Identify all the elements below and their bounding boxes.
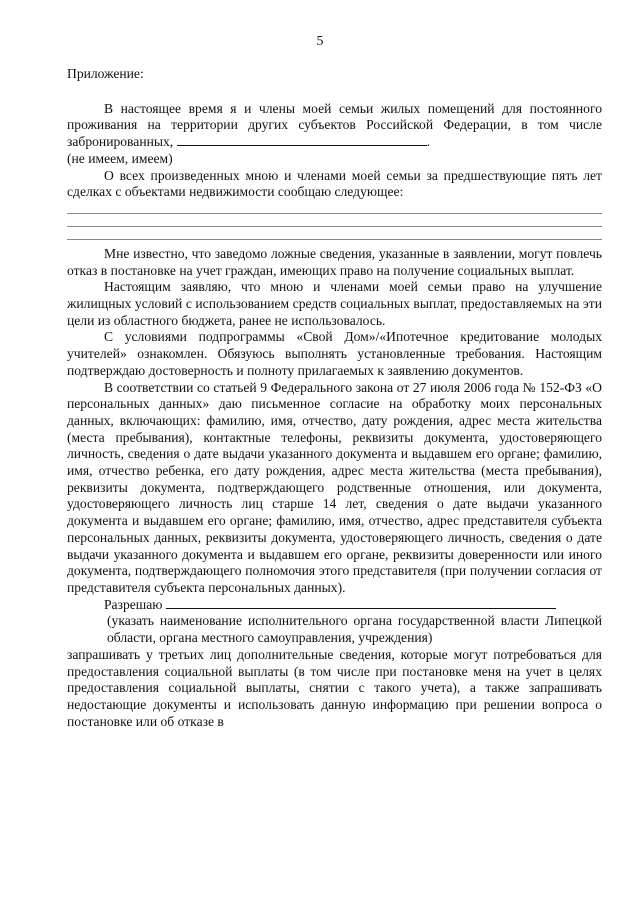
blank-line[interactable] [67, 214, 602, 227]
appendix-label: Приложение: [67, 66, 144, 81]
declaration-paragraph: Настоящим заявляю, что мною и членами моей семьи право на улучшение жилищных условий с использованием средств социальных выплат, предоставляемых на эти цели из областного бюджета, ранее не использовалось. [67, 279, 602, 328]
consent-paragraph: В соответствии со статьей 9 Федерального закона от 27 июля 2006 года № 152-ФЗ «О персональных данных» даю письменное согласие на обработку моих персональных данных, включающих: фамилию, имя, отчество, дату рождения, адрес места жительства (места пребывания), контактные телефоны, реквизиты документа, удостоверяющего личность, сведения о дате выдачи указанного документа и выдавшем его органе; фамилию, имя, отчество ребенка, его дату рождения, адрес места жительства (места пребывания), реквизиты документа, подтверждающего родственные отношения, или документа, удостоверяющего личность лиц старше 14 лет, сведения о дате выдачи указанного документа и выдавшем его органе; фамилию, имя, отчество, адрес представителя субъекта персональных данных, реквизиты документа, удостоверяющего личность, сведения о дате выдачи указанного документа и выдавшем его органе, реквизиты доверенности или иного документа, подтверждающего полномочия этого представителя (при получении согласия от представителя субъекта персональных данных). [67, 379, 602, 595]
blank-line[interactable] [67, 227, 602, 240]
housing-blank-field[interactable] [177, 134, 427, 146]
permit-blank-field[interactable] [166, 597, 556, 609]
document-body [67, 66, 602, 730]
blank-line[interactable] [67, 201, 602, 214]
permit-note: (указать наименование исполнительного органа государственной власти Липецкой области, органа местного самоуправления, учреждения) [107, 613, 602, 646]
permit-label: Разрешаю [104, 596, 163, 612]
transactions-blank-lines[interactable] [67, 201, 602, 240]
page-number: 5 [316, 34, 324, 49]
false-info-paragraph: Мне известно, что заведомо ложные сведения, указанные в заявлении, могут повлечь отказ в постановке на учет граждан, имеющих право на получение социальных выплат. [67, 245, 602, 278]
housing-options: (не имеем, имеем) [67, 150, 173, 166]
housing-text: В настоящее время я и члены моей семьи жилых помещений для постоянного проживания на территории других субъектов Российской Федерации, в том числе забронированных, [67, 100, 602, 150]
conditions-paragraph: С условиями подпрограммы «Свой Дом»/«Ипотечное кредитование молодых учителей» ознакомлен. Обязуюсь выполнять установленные требования. Настоящим подтверждаю достоверность и полноту прилагаемых к заявлению документов. [67, 329, 602, 378]
permit-line [67, 597, 602, 614]
housing-end: . [426, 134, 431, 150]
housing-paragraph [67, 101, 602, 151]
transactions-paragraph: О всех произведенных мною и членами моей семьи за предшествующие пять лет сделках с объектами недвижимости сообщаю следующее: [67, 167, 602, 200]
request-paragraph: запрашивать у третьих лиц дополнительные сведения, которые могут потребоваться для предоставления социальной выплаты (в том числе при постановке меня на учет в целях предоставления социальной выплаты, снятии с такого учета), а также запрашивать недостающие документы и использовать данную информацию при решении вопроса о постановке или об отказе в [67, 646, 602, 729]
